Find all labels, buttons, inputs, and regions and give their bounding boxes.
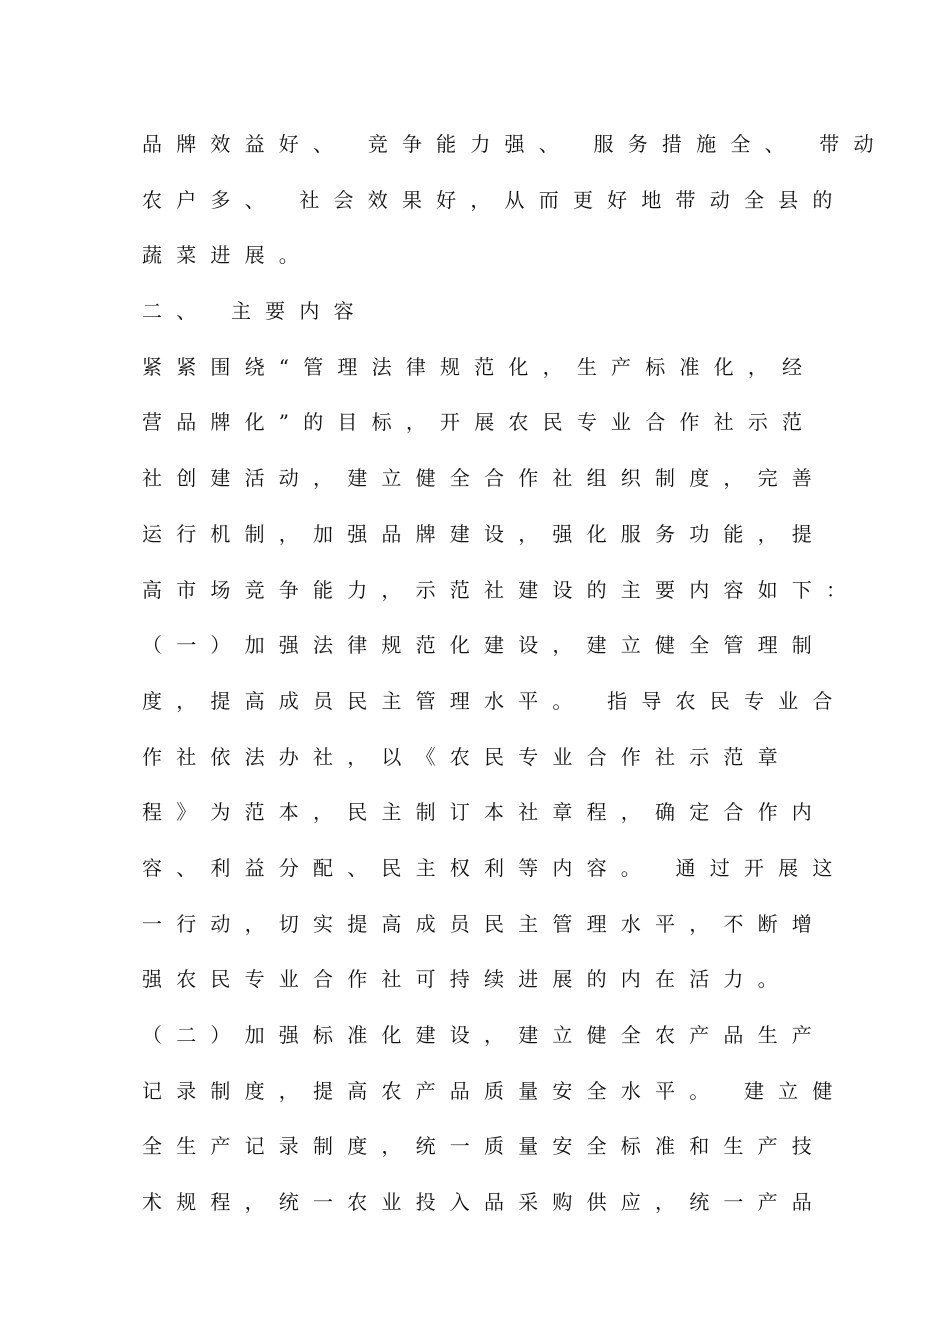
text-line: （二）加强标准化建设，建立健全农产品生产 bbox=[142, 1023, 826, 1047]
text-line: 营品牌化”的目标，开展农民专业合作社示范 bbox=[142, 410, 817, 435]
text-line: 运行机制，加强品牌建设，强化服务功能，提 bbox=[142, 521, 826, 546]
text-line: 社创建活动，建立健全合作社组织制度，完善 bbox=[142, 466, 826, 491]
text-line: 度，提高成员民主管理水平。 指导农民专业合 bbox=[142, 688, 847, 713]
text-line: （一）加强法律规范化建设，建立健全管理制 bbox=[142, 633, 826, 658]
text-line: 术规程，统一农业投入品采购供应，统一产品 bbox=[142, 1190, 826, 1215]
text-line: 全生产记录制度，统一质量安全标准和生产技 bbox=[142, 1134, 826, 1159]
text-line: 强农民专业合作社可持续进展的内在活力。 bbox=[142, 967, 792, 992]
text-line: 农户多、 社会效果好，从而更好地带动全县的 bbox=[142, 187, 847, 212]
text-line: 蔬菜进展。 bbox=[142, 243, 313, 268]
text-line: 容、利益分配、民主权利等内容。 通过开展这 bbox=[142, 855, 847, 880]
text-line: 高市场竞争能力，示范社建设的主要内容如下： bbox=[142, 577, 861, 602]
section-heading: 二、 主要内容 bbox=[142, 299, 368, 324]
body-text bbox=[142, 127, 888, 1241]
text-line: 品牌效益好、 竞争能力强、 服务措施全、 带动 bbox=[142, 132, 888, 156]
text-line: 紧紧围绕“管理法律规范化，生产标准化，经 bbox=[142, 354, 817, 379]
text-line: 程》为范本，民主制订本社章程，确定合作内 bbox=[142, 800, 826, 825]
text-line: 一行动，切实提高成员民主管理水平，不断增 bbox=[142, 911, 826, 936]
text-line: 作社依法办社，以《农民专业合作社示范章 bbox=[142, 744, 792, 769]
text-line: 记录制度，提高农产品质量安全水平。 建立健 bbox=[142, 1078, 847, 1103]
